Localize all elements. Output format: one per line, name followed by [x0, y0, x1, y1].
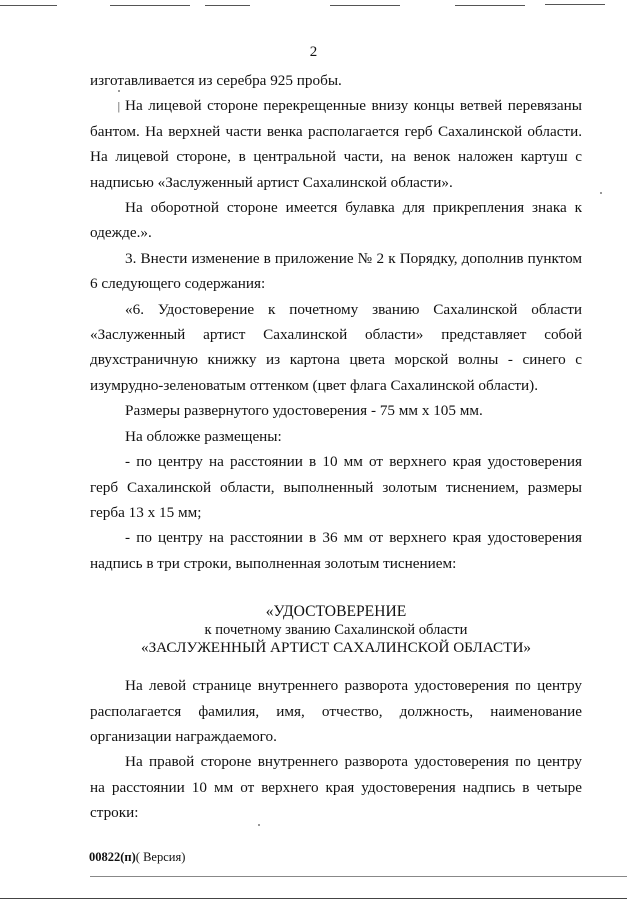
paragraph-11: На правой стороне внутреннего разворота удостоверения по центру на расстоянии 10 мм от верхнего края удостоверения надпись в четыре строки: [90, 753, 582, 822]
scan-edge-line [545, 4, 605, 5]
scan-edge-line [90, 876, 627, 877]
paragraph-1: изготавливается из серебра 925 пробы. [90, 72, 342, 89]
scan-edge-line [110, 5, 190, 6]
certificate-title-line-2: к почетному званию Сахалинской области [204, 622, 468, 639]
scan-edge-line [0, 898, 627, 899]
scan-edge-line [455, 5, 525, 6]
paragraph-8: - по центру на расстоянии в 10 мм от верхнего края удостоверения герб Сахалинской области, выполненный золотым тиснением, размеры герба 13 х 15 мм; [90, 453, 582, 521]
document-code: 00822(п) [89, 850, 136, 864]
scan-edge-line [0, 5, 57, 6]
document-footer [89, 850, 185, 865]
document-version-label: ( Версия) [135, 850, 186, 864]
scan-edge-line [205, 5, 250, 6]
paragraph-10: На левой странице внутреннего разворота удостоверения по центру располагается фамилия, имя, отчество, должность, наименование организации награждаемого. [90, 677, 582, 745]
paragraph-7: На обложке размещены: [125, 427, 282, 445]
page-number: 2 [309, 44, 318, 60]
paragraph-9: - по центру на расстоянии в 36 мм от верхнего края удостоверения надпись в три строки, выполненная золотым тиснением: [90, 529, 582, 572]
scan-edge-line [330, 5, 400, 6]
paragraph-3: На оборотной стороне имеется булавка для прикрепления знака к одежде.». [90, 199, 582, 242]
paragraph-2: На лицевой стороне перекрещенные внизу концы ветвей перевязаны бантом. На верхней части венка располагается герб Сахалинской области. На лицевой стороне, в центральной части, на венок наложен картуш с надписью «Заслуженный артист Сахалинской области». [90, 97, 582, 191]
paragraph-5: «6. Удостоверение к почетному званию Сахалинской области «Заслуженный артист Сахалинской области» представляет собой двухстраничную книжку из картона цвета морской волны - синего с изумрудно-зеленоватым оттенком (цвет флага Сахалинской области). [90, 300, 582, 394]
paragraph-6: Размеры развернутого удостоверения - 75 мм х 105 мм. [125, 402, 483, 420]
margin-mark: | [117, 99, 121, 113]
paragraph-4: 3. Внести изменение в приложение № 2 к Порядку, дополнив пунктом 6 следующего содержания: [90, 249, 582, 293]
certificate-title-line-1: «УДОСТОВЕРЕНИЕ [265, 603, 407, 621]
certificate-title-line-3: «ЗАСЛУЖЕННЫЙ АРТИСТ САХАЛИНСКОЙ ОБЛАСТИ» [140, 639, 531, 657]
scan-speck [600, 192, 602, 194]
certificate-title-block [90, 603, 582, 657]
document-body [90, 68, 582, 826]
